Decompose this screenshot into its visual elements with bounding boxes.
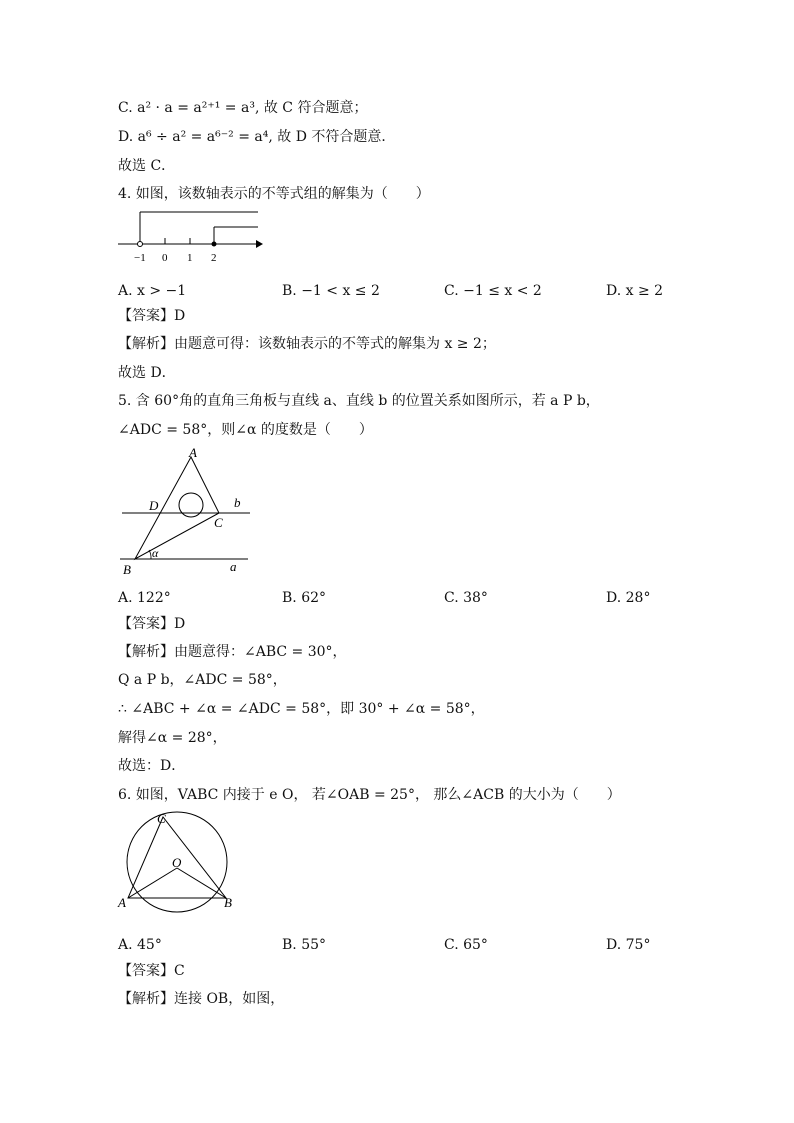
explanation-5-line4: 解得∠α = 28°， — [118, 730, 227, 746]
label-C: C — [214, 515, 223, 530]
tick-label: 2 — [211, 252, 217, 264]
q4-option-a: A. x > −1 — [118, 283, 187, 299]
q5-option-d: D. 28° — [606, 590, 651, 606]
label-O: O — [172, 855, 182, 870]
triangle-parallel-lines-figure — [118, 443, 258, 579]
explanation-5-line3: ∴ ∠ABC + ∠α = ∠ADC = 58°，即 30° + ∠α = 58°， — [118, 701, 485, 717]
inscribed-triangle-figure — [116, 810, 240, 916]
text-line: 故选 C． — [118, 158, 176, 174]
text-line: C. a² · a = a²⁺¹ = a³, 故 C 符合题意； — [118, 100, 368, 116]
label-B: B — [123, 562, 131, 577]
answer-5: 【答案】D — [118, 616, 186, 632]
label-b: b — [234, 495, 241, 510]
explanation-5-line1: 【解析】由题意得：∠ABC = 30°， — [118, 644, 347, 660]
label-D: D — [149, 498, 159, 513]
label-B: B — [224, 895, 232, 910]
label-C: C — [157, 811, 166, 826]
q4-option-b: B. −1 < x ≤ 2 — [282, 283, 380, 299]
tick-label: 1 — [187, 252, 193, 264]
tick-label: −1 — [134, 252, 146, 264]
number-line-figure — [118, 205, 263, 267]
q6-option-b: B. 55° — [282, 937, 327, 953]
explanation-6: 【解析】连接 OB，如图， — [118, 991, 285, 1007]
q5-option-b: B. 62° — [282, 590, 327, 606]
label-alpha: α — [152, 546, 159, 560]
q6-option-d: D. 75° — [606, 937, 651, 953]
question-4: 4. 如图，该数轴表示的不等式组的解集为（ ） — [118, 186, 430, 202]
q5-option-a: A. 122° — [118, 590, 171, 606]
question-5-line2: ∠ADC = 58°，则∠α 的度数是（ ） — [118, 422, 373, 438]
label-A: A — [118, 895, 126, 910]
text-line: D. a⁶ ÷ a² = a⁶⁻² = a⁴, 故 D 不符合题意． — [118, 129, 396, 145]
explanation-4: 【解析】由题意可得：该数轴表示的不等式的解集为 x ≥ 2； — [118, 336, 496, 352]
question-5-line1: 5. 含 60°角的直角三角板与直线 a、直线 b 的位置关系如图所示，若 a P b， — [118, 393, 600, 409]
q4-option-c: C. −1 ≤ x < 2 — [444, 283, 542, 299]
q6-option-a: A. 45° — [118, 937, 162, 953]
selection-4: 故选 D． — [118, 365, 176, 381]
explanation-5-line2: Q a P b，∠ADC = 58°， — [118, 672, 287, 688]
answer-4: 【答案】D — [118, 308, 186, 324]
answer-6: 【答案】C — [118, 963, 185, 979]
tick-label: 0 — [162, 252, 168, 264]
q6-option-c: C. 65° — [444, 937, 488, 953]
label-A: A — [189, 445, 197, 460]
q4-option-d: D. x ≥ 2 — [606, 283, 664, 299]
explanation-5-line5: 故选：D． — [118, 758, 186, 774]
q5-option-c: C. 38° — [444, 590, 488, 606]
label-a: a — [230, 559, 237, 574]
question-6: 6. 如图，VABC 内接于 e O， 若∠OAB = 25°， 那么∠ACB 的大小为（ ） — [118, 787, 621, 803]
